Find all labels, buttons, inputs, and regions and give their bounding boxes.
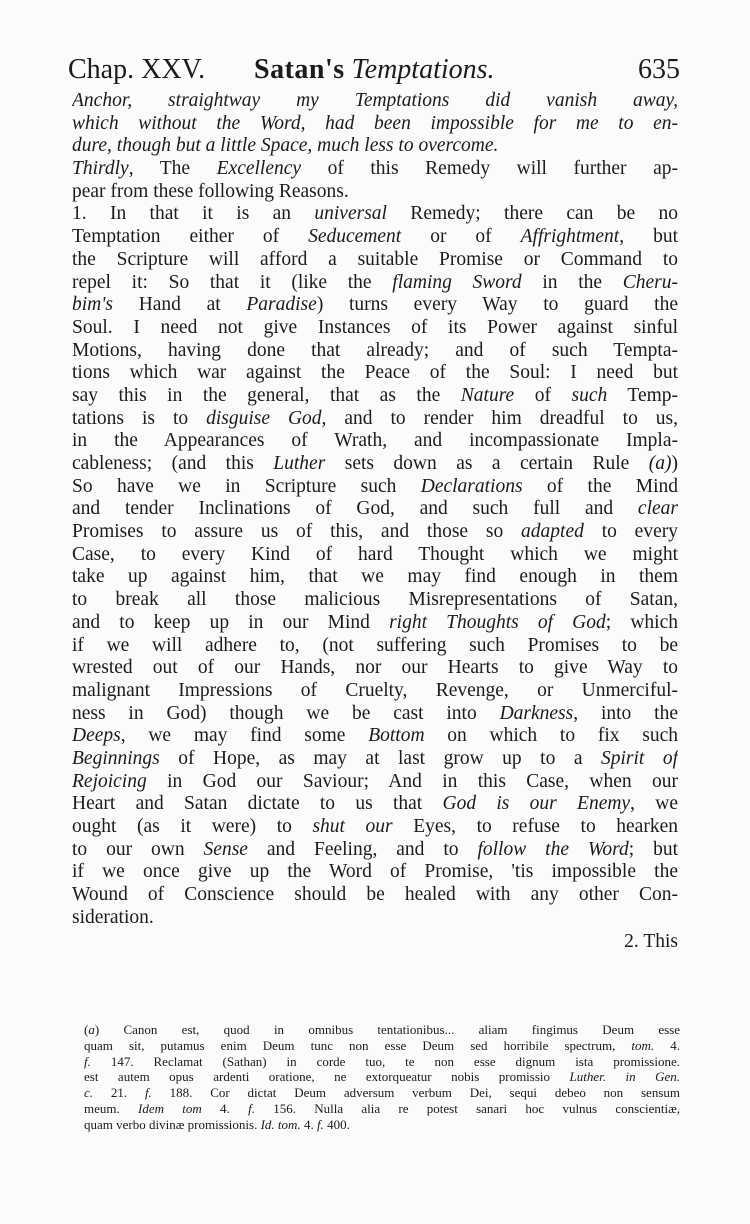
footnote-line: est autem opus ardenti oratione, ne extorqueatur nobis promissio Luther. in Gen. xyxy=(84,1069,680,1085)
text-line: 1. In that it is an universal Remedy; there can be no xyxy=(72,203,678,225)
text-line: ought (as it were) to shut our Eyes, to refuse to hearken xyxy=(72,816,678,837)
footnote-line: f. 147. Reclamat (Sathan) in corde tuo, te non esse dignum ista promissione. xyxy=(84,1053,680,1069)
text-line: if we will adhere to, (not suffering such Promises to be xyxy=(72,634,678,656)
text-line: Anchor, straightway my Temptations did vanish away, xyxy=(72,90,678,111)
page-number: 635 xyxy=(638,54,680,85)
text-line: wrested out of our Hands, nor our Hearts to give Way to xyxy=(72,657,678,679)
chapter-label: Chap. XXV. xyxy=(68,54,206,85)
text-line: Soul. I need not give Instances of its Power against sinful xyxy=(72,316,678,338)
text-line: pear from these following Reasons. xyxy=(72,180,349,202)
text-line: say this in the general, that as the Nature of such Temp- xyxy=(72,384,678,406)
text-line: bim's Hand at Paradise) turns every Way to guard the xyxy=(72,294,678,316)
running-title xyxy=(254,52,495,88)
text-line: the Scripture will afford a suitable Promise or Command to xyxy=(72,248,678,270)
text-line: Rejoicing in God our Saviour; And in this Case, when our xyxy=(72,770,678,792)
text-line: to our own Sense and Feeling, and to follow the Word; but xyxy=(72,838,678,860)
text-line: Temptation either of Seducement or of Affrightment, but xyxy=(72,226,678,248)
footnote-line: c. 21. f. 188. Cor dictat Deum adversum verbum Dei, sequi debeo non sensum xyxy=(84,1085,680,1101)
text-line: take up against him, that we may find enough in them xyxy=(72,566,678,588)
text-line: Motions, having done that already; and of such Tempta- xyxy=(72,339,678,361)
text-line: and to keep up in our Mind right Thoughts of God; which xyxy=(72,611,678,633)
text-line: if we once give up the Word of Promise, 'tis impossible the xyxy=(72,861,678,883)
footnote-line: quam sit, putamus enim Deum tunc non esse Deum sed horribile spectrum, tom. 4. xyxy=(84,1037,680,1053)
text-line: tations is to disguise God, and to render him dreadful to us, xyxy=(72,407,678,429)
text-line: tions which war against the Peace of the Soul: I need but xyxy=(72,362,678,384)
text-line: Beginnings of Hope, as may at last grow up to a Spirit of xyxy=(72,747,678,769)
text-line: dure, though but a little Space, much less to overcome. xyxy=(72,135,499,157)
text-line: which without the Word, had been impossible for me to en- xyxy=(72,112,678,134)
footnote-line: (a) Canon est, quod in omnibus tentationibus... aliam fingimus Deum esse xyxy=(84,1022,680,1037)
title-gothic: Satan's xyxy=(254,54,345,85)
text-line: So have we in Scripture such Declarations of the Mind xyxy=(72,475,678,497)
footnote-line: quam verbo divinæ promissionis. Id. tom. 4. f. 400. xyxy=(84,1116,350,1132)
text-line: Case, to every Kind of hard Thought which we might xyxy=(72,543,678,565)
footnote-line: meum. Idem tom 4. f. 156. Nulla alia re potest sanari hoc vulnus conscientiæ, xyxy=(84,1100,680,1116)
title-italic: Temptations. xyxy=(351,54,495,85)
text-line: malignant Impressions of Cruelty, Revenge, or Unmerciful- xyxy=(72,679,678,701)
text-line: Wound of Conscience should be healed with any other Con- xyxy=(72,884,678,906)
text-line: Promises to assure us of this, and those so adapted to every xyxy=(72,521,678,543)
text-line: Heart and Satan dictate to us that God is our Enemy, we xyxy=(72,793,678,815)
text-line: sideration. xyxy=(72,906,154,928)
text-line: repel it: So that it (like the flaming Sword in the Cheru- xyxy=(72,271,678,293)
text-line: in the Appearances of Wrath, and incompassionate Impla- xyxy=(72,430,678,452)
text-line: cableness; (and this Luther sets down as a certain Rule (a)) xyxy=(72,453,678,474)
footnote xyxy=(84,1022,680,1133)
text-line: ness in God) though we be cast into Darkness, into the xyxy=(72,702,678,724)
text-line: Deeps, we may find some Bottom on which to fix such xyxy=(72,725,678,747)
body-text xyxy=(72,90,678,954)
text-line: Thirdly, The Excellency of this Remedy will further ap- xyxy=(72,158,678,180)
text-line: and tender Inclinations of God, and such full and clear xyxy=(72,498,678,520)
text-line: to break all those malicious Misrepresentations of Satan, xyxy=(72,589,678,611)
running-header xyxy=(68,52,680,88)
catchword: 2. This xyxy=(624,931,678,953)
